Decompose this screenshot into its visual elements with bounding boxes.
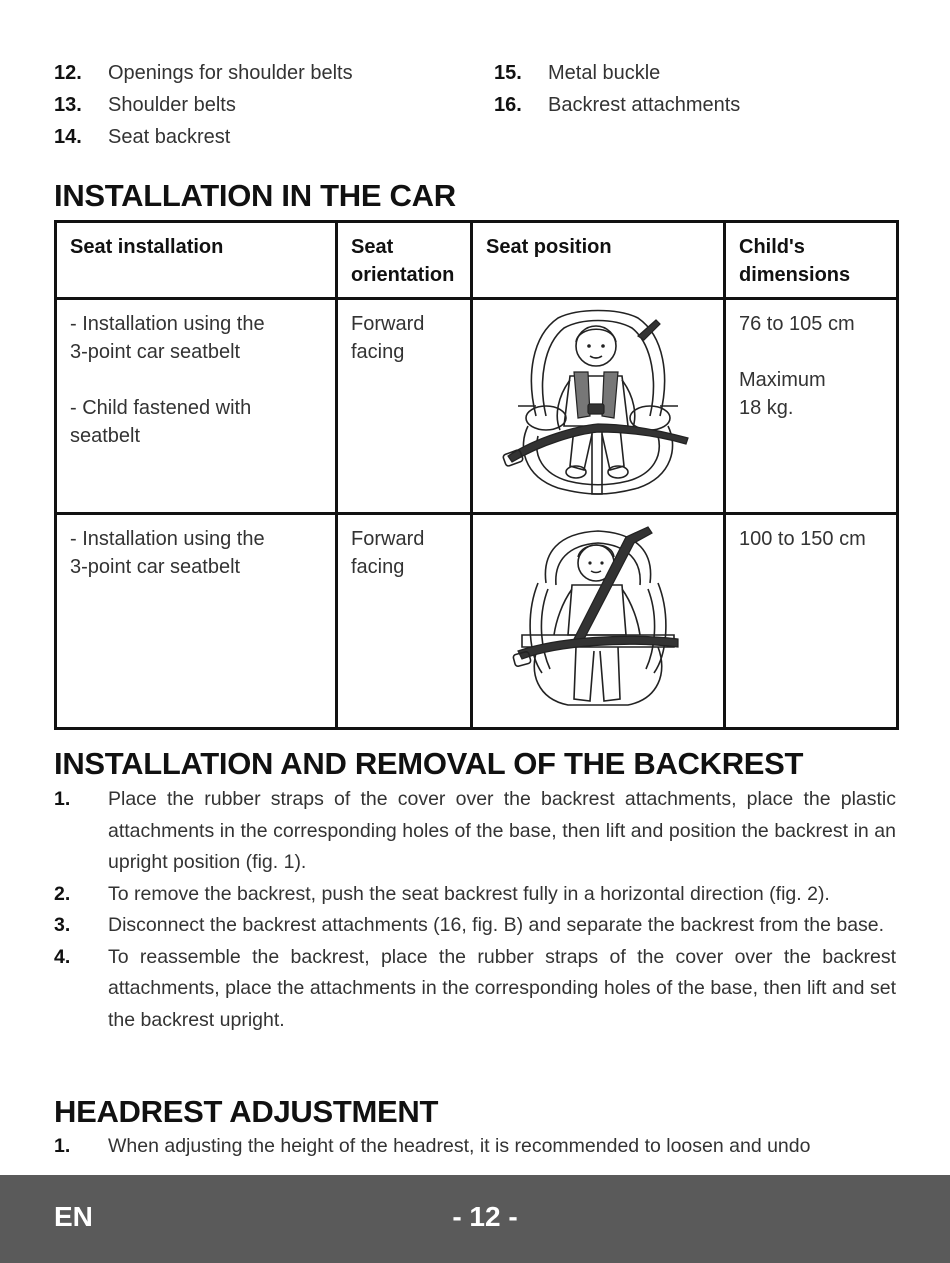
language-label: EN [54, 1201, 93, 1232]
cell-text: - Installation using the [70, 528, 265, 550]
cell-text: 3-point car seatbelt [70, 341, 241, 363]
part-label: Shoulder belts [108, 94, 236, 116]
cell-text: Forward [351, 313, 425, 335]
step-number: 3. [54, 914, 71, 936]
table-header-row [56, 222, 898, 299]
step-number: 1. [54, 1135, 71, 1157]
part-number: 13. [54, 94, 82, 116]
headrest-steps [54, 1131, 896, 1163]
installation-title: INSTALLATION IN THE CAR [54, 178, 456, 213]
orientation-cell [337, 514, 472, 729]
header-child-dimensions: Child's dimensions [725, 222, 898, 299]
seat-position-cell [472, 514, 725, 729]
cell-text: seatbelt [70, 425, 141, 447]
step-number: 4. [54, 945, 71, 968]
installation-table [54, 220, 899, 730]
page-number: - 12 - [452, 1201, 518, 1232]
header-seat-installation: Seat installation [56, 222, 337, 299]
step-number: 2. [54, 882, 71, 905]
dimensions-cell [725, 299, 898, 514]
cell-text: - Installation using the [70, 313, 265, 335]
part-number: 12. [54, 62, 82, 84]
step-number: 1. [54, 788, 71, 810]
part-label: Backrest attachments [548, 94, 741, 116]
table-row [56, 514, 898, 729]
part-label: Metal buckle [548, 62, 661, 84]
part-label: Seat backrest [108, 126, 231, 148]
child-seat-harness-illustration [498, 306, 698, 501]
cell-text: 76 to 105 cm [739, 313, 855, 335]
dimensions-cell [725, 514, 898, 729]
cell-text: - Child fastened with [70, 397, 252, 419]
cell-text: 18 kg. [739, 397, 794, 419]
list-item [54, 784, 896, 879]
installation-cell [56, 514, 337, 729]
step-text: Place the rubber straps of the cover over the backrest attachments, place the plastic attachments in the corresponding holes of the base, then lift and position the backrest in an upright position (fig. 1). [108, 788, 896, 873]
cell-text: Forward [351, 528, 425, 550]
part-number: 16. [494, 94, 522, 116]
list-item [54, 910, 896, 942]
list-item [54, 879, 896, 911]
cell-text: 3-point car seatbelt [70, 556, 241, 578]
cell-text: facing [351, 341, 405, 363]
child-booster-seatbelt-illustration [498, 523, 698, 718]
part-number: 14. [54, 126, 82, 148]
cell-text: Maximum [739, 369, 826, 391]
list-item [54, 1131, 896, 1163]
backrest-steps [54, 784, 896, 1036]
seat-position-cell [472, 299, 725, 514]
headrest-title: HEADREST ADJUSTMENT [54, 1094, 439, 1129]
header-seat-orientation: Seat orientation [337, 222, 472, 299]
cell-text: facing [351, 556, 405, 578]
list-item [54, 942, 896, 1037]
table-row [56, 299, 898, 514]
step-text: To reassemble the backrest, place the rubber straps of the cover over the backrest attachments, place the attachments in the corresponding holes of the base, then lift and set the backrest upright. [108, 945, 896, 1031]
step-text: Disconnect the backrest attachments (16, fig. B) and separate the backrest from the base. [108, 914, 885, 936]
header-seat-position: Seat position [472, 222, 725, 299]
installation-cell [56, 299, 337, 514]
step-text: To remove the backrest, push the seat backrest fully in a horizontal direction (fig. 2). [108, 882, 830, 905]
backrest-title: INSTALLATION AND REMOVAL OF THE BACKREST [54, 746, 804, 781]
step-text: When adjusting the height of the headrest, it is recommended to loosen and undo [108, 1135, 811, 1157]
part-number: 15. [494, 62, 522, 84]
cell-text: 100 to 150 cm [739, 528, 866, 550]
orientation-cell [337, 299, 472, 514]
part-label: Openings for shoulder belts [108, 62, 353, 84]
page-footer [0, 1175, 950, 1263]
